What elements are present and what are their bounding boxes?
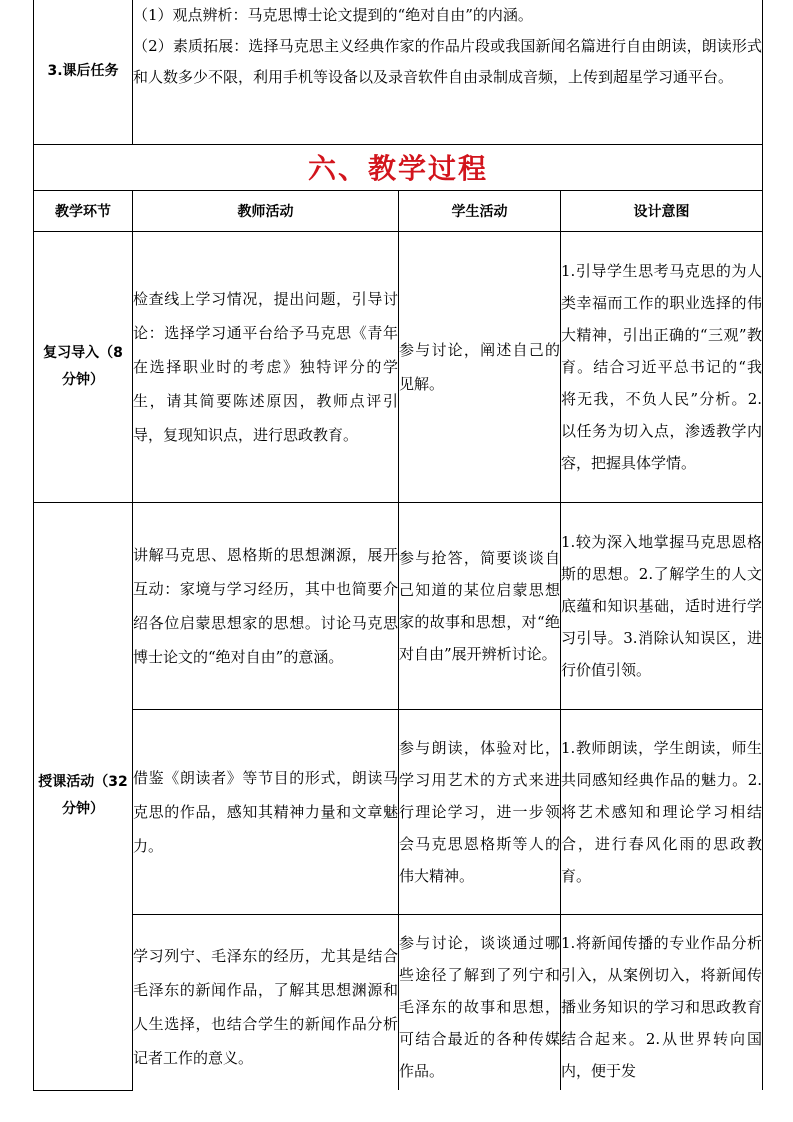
lecture-stage: 授课活动（32分钟）: [34, 502, 133, 1090]
lecture-2-intent: 1.教师朗读，学生朗读，师生共同感知经典作品的魅力。2.将艺术感知和理论学习相结合，进行春风化雨的思政教育。: [561, 709, 763, 914]
header-intent: 设计意图: [561, 190, 763, 231]
header-row: [34, 190, 763, 231]
lecture-1-intent: 1.较为深入地掌握马克思恩格斯的思想。2.了解学生的人文底蕴和知识基础，适时进行学习引导。3.消除认知误区，进行价值引领。: [561, 502, 763, 709]
lecture-1-student: 参与抢答，简要谈谈自己知道的某位启蒙思想家的故事和思想，对“绝对自由”展开辨析讨论。: [399, 502, 561, 709]
header-student: 学生活动: [399, 190, 561, 231]
lecture-1-teacher: 讲解马克思、恩格斯的思想渊源，展开互动：家境与学习经历，其中也简要介绍各位启蒙思想家的思想。讨论马克思博士论文的“绝对自由”的意涵。: [133, 502, 399, 709]
header-stage: 教学环节: [34, 190, 133, 231]
header-teacher: 教师活动: [133, 190, 399, 231]
lecture-3-intent: 1.将新闻传播的专业作品分析引入，从案例切入，将新闻传播业务知识的学习和思政教育结合起来。2.从世界转向国内，便于发: [561, 914, 763, 1090]
review-row: [34, 231, 763, 502]
lecture-2-student: 参与朗读，体验对比，学习用艺术的方式来进行理论学习，进一步领会马克思恩格斯等人的伟大精神。: [399, 709, 561, 914]
lecture-row-2: [34, 709, 763, 914]
after-class-row: [34, 0, 763, 144]
after-class-content: [133, 0, 763, 144]
lecture-row-3: [34, 914, 763, 1090]
lecture-row-1: [34, 502, 763, 709]
review-student: 参与讨论，阐述自己的见解。: [399, 231, 561, 502]
lecture-3-student: 参与讨论，谈谈通过哪些途径了解到了列宁和毛泽东的故事和思想，可结合最近的各种传媒作品。: [399, 914, 561, 1090]
lecture-3-teacher: 学习列宁、毛泽东的经历，尤其是结合毛泽东的新闻作品，了解其思想渊源和人生选择，也结合学生的新闻作品分析记者工作的意义。: [133, 914, 399, 1090]
teaching-plan-table: [33, 0, 763, 1091]
section-title: 六、教学过程: [34, 144, 763, 190]
review-teacher: 检查线上学习情况，提出问题，引导讨论：选择学习通平台给予马克思《青年在选择职业时的考虑》独特评分的学生，请其简要陈述原因，教师点评引导，复现知识点，进行思政教育。: [133, 231, 399, 502]
review-intent: 1.引导学生思考马克思的为人类幸福而工作的职业选择的伟大精神，引出正确的“三观”教育。结合习近平总书记的“我将无我，不负人民”分析。2.以任务为切入点，渗透教学内容，把握具体学情。: [561, 231, 763, 502]
section-title-row: [34, 144, 763, 190]
after-class-label: 3.课后任务: [34, 0, 133, 144]
task-line-1: （1）观点辨析：马克思博士论文提到的“绝对自由”的内涵。: [133, 6, 533, 24]
review-stage: 复习导入（8分钟）: [34, 231, 133, 502]
task-line-2: （2）素质拓展：选择马克思主义经典作家的作品片段或我国新闻名篇进行自由朗读，朗读形式和人数多少不限，利用手机等设备以及录音软件自由录制成音频，上传到超星学习通平台。: [133, 37, 763, 86]
lecture-2-teacher: 借鉴《朗读者》等节目的形式，朗读马克思的作品，感知其精神力量和文章魅力。: [133, 709, 399, 914]
